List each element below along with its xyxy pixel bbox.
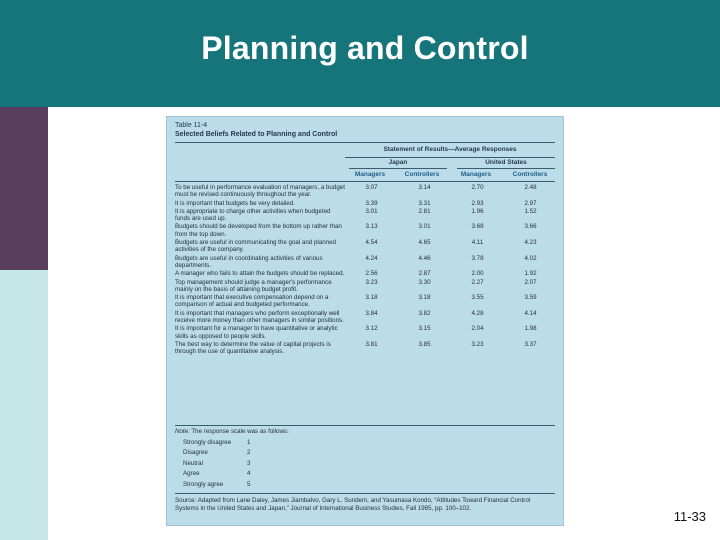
row-statement: A manager who fails to attain the budgets should be replaced. [175, 270, 345, 278]
scale-item [183, 459, 250, 469]
row-value: 3.59 [524, 294, 537, 302]
row-value: 1.98 [524, 325, 537, 333]
source-rule [175, 493, 555, 494]
table-row [175, 340, 557, 356]
response-scale [183, 438, 250, 490]
row-value: 1.92 [524, 270, 537, 278]
row-value: 3.55 [471, 294, 484, 302]
row-statement: Budgets are useful in coordinating activities of various departments. [175, 254, 323, 269]
row-value: 3.85 [418, 340, 431, 348]
row-statement: It is appropriate to charge other activities when budgeted funds are used up. [175, 207, 331, 223]
row-value: 3.18 [418, 294, 431, 302]
row-value: 3.30 [418, 278, 431, 286]
scale-item [183, 469, 250, 479]
scale-value: 5 [247, 480, 251, 488]
row-value: 4.14 [524, 309, 537, 317]
table-row [175, 207, 557, 223]
row-value: 3.18 [365, 294, 378, 302]
scale-label: Disagree [183, 449, 208, 457]
row-value: 2.70 [471, 184, 484, 191]
scale-item [183, 438, 250, 448]
top-rule [175, 142, 555, 143]
row-value: 2.27 [471, 278, 484, 286]
col-header-managers-japan: Managers [354, 171, 386, 178]
scale-value: 1 [247, 439, 251, 446]
scale-value: 2 [247, 449, 251, 457]
row-value: 3.12 [365, 325, 378, 333]
row-value: 2.00 [471, 270, 484, 278]
row-value: 3.81 [365, 340, 378, 348]
slide-number: 11-33 [673, 509, 706, 524]
japan-rule [349, 168, 447, 169]
table-title: Selected Beliefs Related to Planning and Control [175, 131, 338, 138]
row-value: 3.84 [365, 309, 378, 317]
row-statement: Budgets should be developed from the bottom up rather than from the top down. [175, 223, 342, 238]
sidebar-accent-bottom [0, 270, 48, 540]
row-statement: Top management should judge a manager's performance mainly on the basis of attaining budget profit. [175, 278, 332, 293]
row-value: 3.13 [365, 223, 378, 231]
table-row [175, 222, 557, 238]
row-value: 2.56 [365, 270, 378, 278]
row-statement: Budgets are useful in communicating the goal and planned activities of the company. [175, 239, 336, 254]
row-value: 3.37 [524, 340, 537, 348]
results-rule [345, 157, 555, 158]
row-value: 3.78 [471, 254, 484, 262]
scale-label: Strongly agree [183, 480, 224, 488]
header-rule [175, 181, 555, 182]
table-row [175, 199, 557, 207]
row-value: 3.39 [365, 199, 378, 207]
row-value: 3.01 [365, 207, 378, 215]
col-header-controllers-japan: Controllers [404, 171, 440, 178]
row-value: 3.82 [418, 309, 431, 317]
note-label: Note: [175, 428, 190, 435]
table-source: Source: Adapted from Lane Daley, James Jiambalvo, Gary L. Sundem, and Yasumasa Kondo, “Attitudes Toward Financial Control Systems in the United States and Japan,” Journal of International Business Studies, Fall 1985, pp. 100–102. [175, 497, 531, 512]
row-value: 3.15 [418, 325, 431, 333]
sidebar-accent-top [0, 107, 48, 270]
row-value: 3.23 [365, 278, 378, 286]
row-value: 2.97 [524, 199, 537, 207]
row-statement: It is important that executive compensation depend on a comparison of actual and budgeted performance. [175, 294, 329, 309]
table-row [175, 269, 557, 277]
scale-item [183, 480, 250, 490]
results-heading: Statement of Results—Average Responses [383, 146, 517, 153]
col-header-managers-us: Managers [460, 171, 492, 178]
row-value: 2.04 [471, 325, 484, 333]
row-value: 3.68 [471, 223, 484, 231]
table-row [175, 254, 557, 270]
row-value: 4.24 [365, 254, 378, 262]
row-value: 2.87 [418, 270, 431, 278]
row-value: 4.23 [524, 239, 537, 247]
row-value: 4.28 [471, 309, 484, 317]
row-value: 4.54 [365, 239, 378, 247]
body-rule [175, 425, 555, 426]
table-row [175, 293, 557, 309]
scale-label: Strongly disagree [183, 439, 232, 446]
scale-item [183, 448, 250, 458]
country-japan: Japan [388, 159, 408, 166]
table-row [175, 309, 557, 325]
table-row [175, 278, 557, 294]
row-value: 2.93 [471, 199, 484, 207]
row-statement: It is important that managers who perform exceptionally well receive more money than other managers in similar positions. [175, 309, 344, 325]
table-row [175, 183, 557, 199]
row-value: 3.14 [418, 184, 431, 191]
row-value: 3.01 [418, 223, 431, 231]
row-value: 4.46 [418, 254, 431, 262]
country-united-states: United States [485, 159, 527, 166]
col-header-controllers-us: Controllers [512, 171, 548, 178]
table-caption [175, 121, 337, 139]
row-value: 2.07 [524, 278, 537, 286]
row-value: 3.07 [365, 184, 378, 191]
row-statement: It is important that budgets be very detailed. [175, 199, 296, 207]
table-image [166, 116, 564, 526]
note-text: The response scale was as follows: [189, 428, 289, 435]
scale-value: 4 [247, 470, 251, 478]
row-value: 4.02 [524, 254, 537, 262]
scale-label: Neutral [183, 459, 203, 467]
row-value: 2.48 [524, 184, 537, 191]
row-value: 1.52 [524, 207, 537, 215]
row-statement: The best way to determine the value of capital projects is through the use of quantitative analysis. [175, 340, 331, 356]
row-value: 3.66 [524, 223, 537, 231]
table-number: Table 11-4 [175, 122, 208, 129]
row-value: 2.81 [418, 207, 431, 215]
us-rule [457, 168, 555, 169]
row-value: 3.31 [418, 199, 431, 207]
slide-title: Planning and Control [201, 30, 529, 66]
row-value: 1.96 [471, 207, 484, 215]
row-value: 4.11 [471, 239, 484, 247]
row-value: 3.23 [471, 340, 484, 348]
table-row [175, 238, 557, 254]
table-body [175, 183, 557, 356]
table-row [175, 324, 557, 340]
scale-value: 3 [247, 459, 251, 467]
row-statement: To be useful in performance evaluation of managers, a budget must be revised continuously throughout the year. [175, 184, 345, 199]
row-value: 4.65 [418, 239, 431, 247]
row-statement: It is important for a manager to have quantitative or analytic skills as opposed to people skills. [175, 325, 338, 340]
scale-label: Agree [183, 470, 200, 478]
table-note [175, 428, 289, 435]
